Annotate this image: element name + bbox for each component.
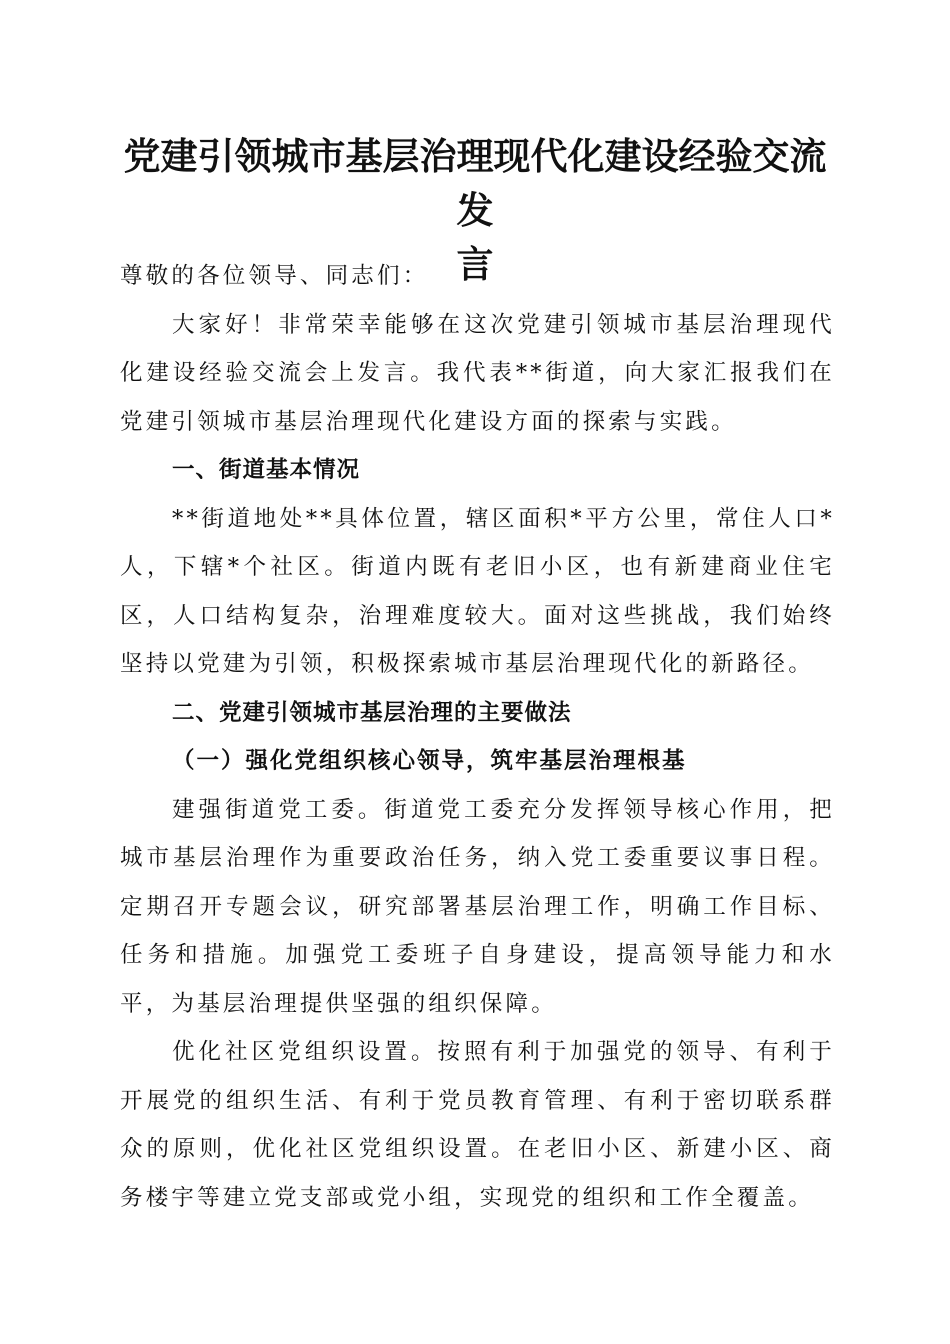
basic-situation-paragraph: **街道地处**具体位置，辖区面积*平方公里，常住人口*人，下辖*个社区。街道内既有老旧小区，也有新建商业住宅区，人口结构复杂，治理难度较大。面对这些挑战，我们始终坚持以党建为引领，积极探索城市基层治理现代化的新路径。	[120, 505, 835, 677]
section-heading-1: 一、街道基本情况	[172, 457, 361, 483]
title-line-1: 党建引领城市基层治理现代化建设经验交流发	[123, 135, 827, 232]
subsection-heading-1: （一）强化党组织核心领导，筑牢基层治理根基	[172, 748, 687, 774]
document-body	[120, 252, 835, 1222]
section-heading-2: 二、党建引领城市基层治理的主要做法	[172, 699, 572, 726]
party-committee-paragraph: 建强街道党工委。街道党工委充分发挥领导核心作用，把城市基层治理作为重要政治任务，纳入党工委重要议事日程。定期召开专题会议，研究部署基层治理工作，明确工作目标、任务和措施。加强党工委班子自身建设，提高领导能力和水平，为基层治理提供坚强的组织保障。	[120, 796, 835, 1017]
community-party-paragraph: 优化社区党组织设置。按照有利于加强党的领导、有利于开展党的组织生活、有利于党员教育管理、有利于密切联系群众的原则，优化社区党组织设置。在老旧小区、新建小区、商务楼宇等建立党支部或党小组，实现党的组织和工作全覆盖。	[120, 1039, 835, 1211]
title-line-2: 言	[456, 243, 494, 286]
opening-paragraph: 大家好！非常荣幸能够在这次党建引领城市基层治理现代化建设经验交流会上发言。我代表**街道，向大家汇报我们在党建引领城市基层治理现代化建设方面的探索与实践。	[120, 311, 835, 435]
salutation: 尊敬的各位领导、同志们：	[120, 263, 429, 289]
